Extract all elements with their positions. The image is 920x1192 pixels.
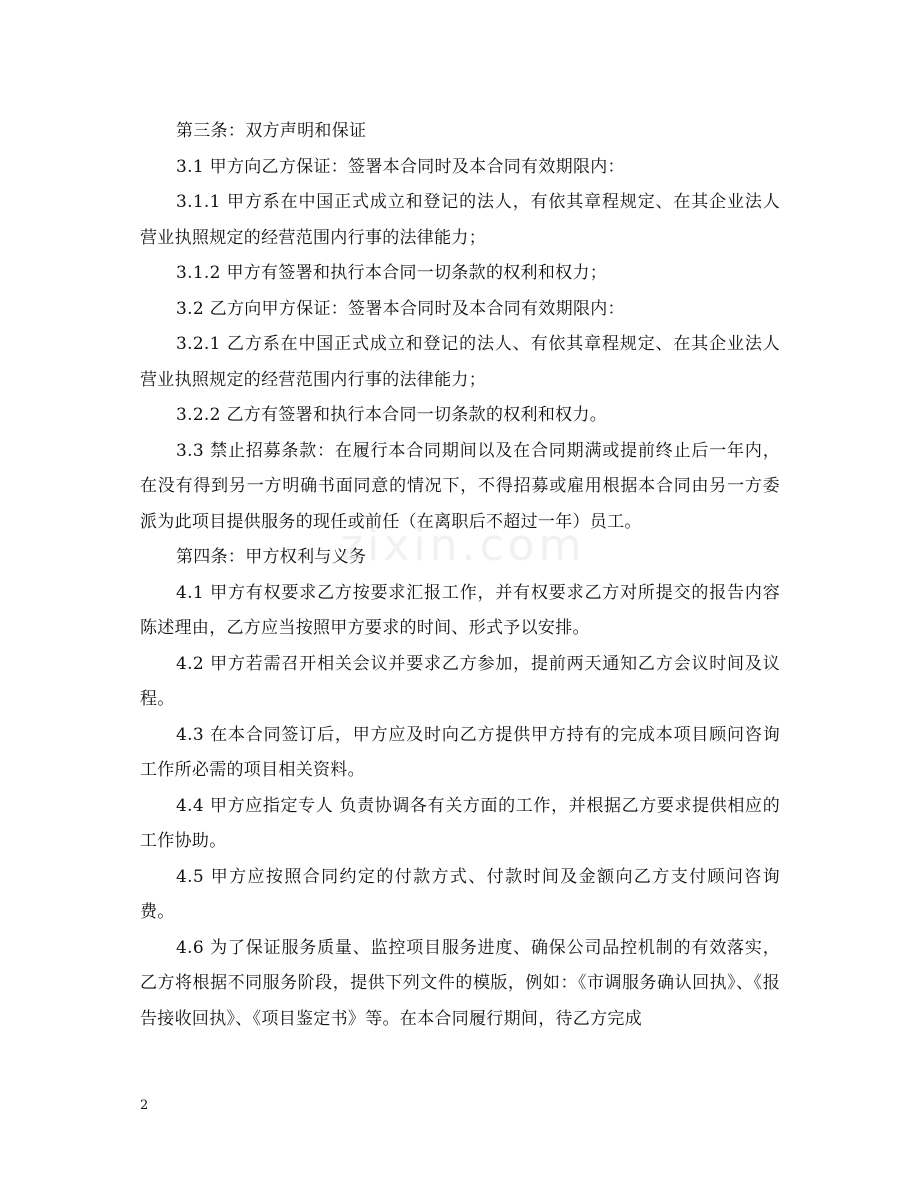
clause-4-6: 4.6 为了保证服务质量、监控项目服务进度、确保公司品控机制的有效落实，乙方将根据不同服务阶段，提供下列文件的模版，例如：《市调服务确认回执》、《报告接收回执》、《项目鉴定书》等。在本合同履行期间，待乙方完成 — [140, 937, 780, 1029]
clause-3-2: 3.2 乙方向甲方保证：签署本合同时及本合同有效期限内： — [176, 298, 625, 319]
article-4-heading: 第四条：甲方权利与义务 — [176, 547, 367, 567]
page-number: 2 — [140, 1098, 149, 1113]
clause-4-1: 4.1 甲方有权要求乙方按要求汇报工作，并有权要求乙方对所提交的报告内容陈述理由，乙方应当按照甲方要求的时间、形式予以安排。 — [140, 582, 780, 638]
clause-4-4: 4.4 甲方应指定专人 负责协调各有关方面的工作，并根据乙方要求提供相应的工作协助。 — [140, 795, 780, 851]
clause-4-2: 4.2 甲方若需召开相关会议并要求乙方参加，提前两天通知乙方会议时间及议程。 — [140, 653, 780, 709]
clause-3-3: 3.3 禁止招募条款：在履行本合同期间以及在合同期满或提前终止后一年内，在没有得到另一方明确书面同意的情况下，不得招募或雇用根据本合同由另一方委派为此项目提供服务的现任或前任（在离职后不超过一年）员工。 — [140, 440, 780, 532]
watermark: zixin.com — [340, 520, 586, 571]
document-body — [140, 114, 780, 1037]
clause-3-2-1: 3.2.1 乙方系在中国正式成立和登记的法人、有依其章程规定、在其企业法人营业执照规定的经营范围内行事的法律能力； — [140, 334, 780, 390]
clause-3-1: 3.1 甲方向乙方保证：签署本合同时及本合同有效期限内： — [176, 156, 625, 177]
clause-4-3: 4.3 在本合同签订后，甲方应及时向乙方提供甲方持有的完成本项目顾问咨询工作所必需的项目相关资料。 — [140, 724, 780, 780]
clause-3-1-2: 3.1.2 甲方有签署和执行本合同一切条款的权利和权力； — [176, 263, 608, 283]
clause-3-1-1: 3.1.1 甲方系在中国正式成立和登记的法人，有依其章程规定、在其企业法人营业执照规定的经营范围内行事的法律能力； — [140, 192, 780, 248]
clause-4-5: 4.5 甲方应按照合同约定的付款方式、付款时间及金额向乙方支付顾问咨询费。 — [140, 866, 780, 922]
article-3-heading: 第三条：双方声明和保证 — [176, 121, 367, 141]
clause-3-2-2: 3.2.2 乙方有签署和执行本合同一切条款的权利和权力。 — [176, 405, 608, 425]
